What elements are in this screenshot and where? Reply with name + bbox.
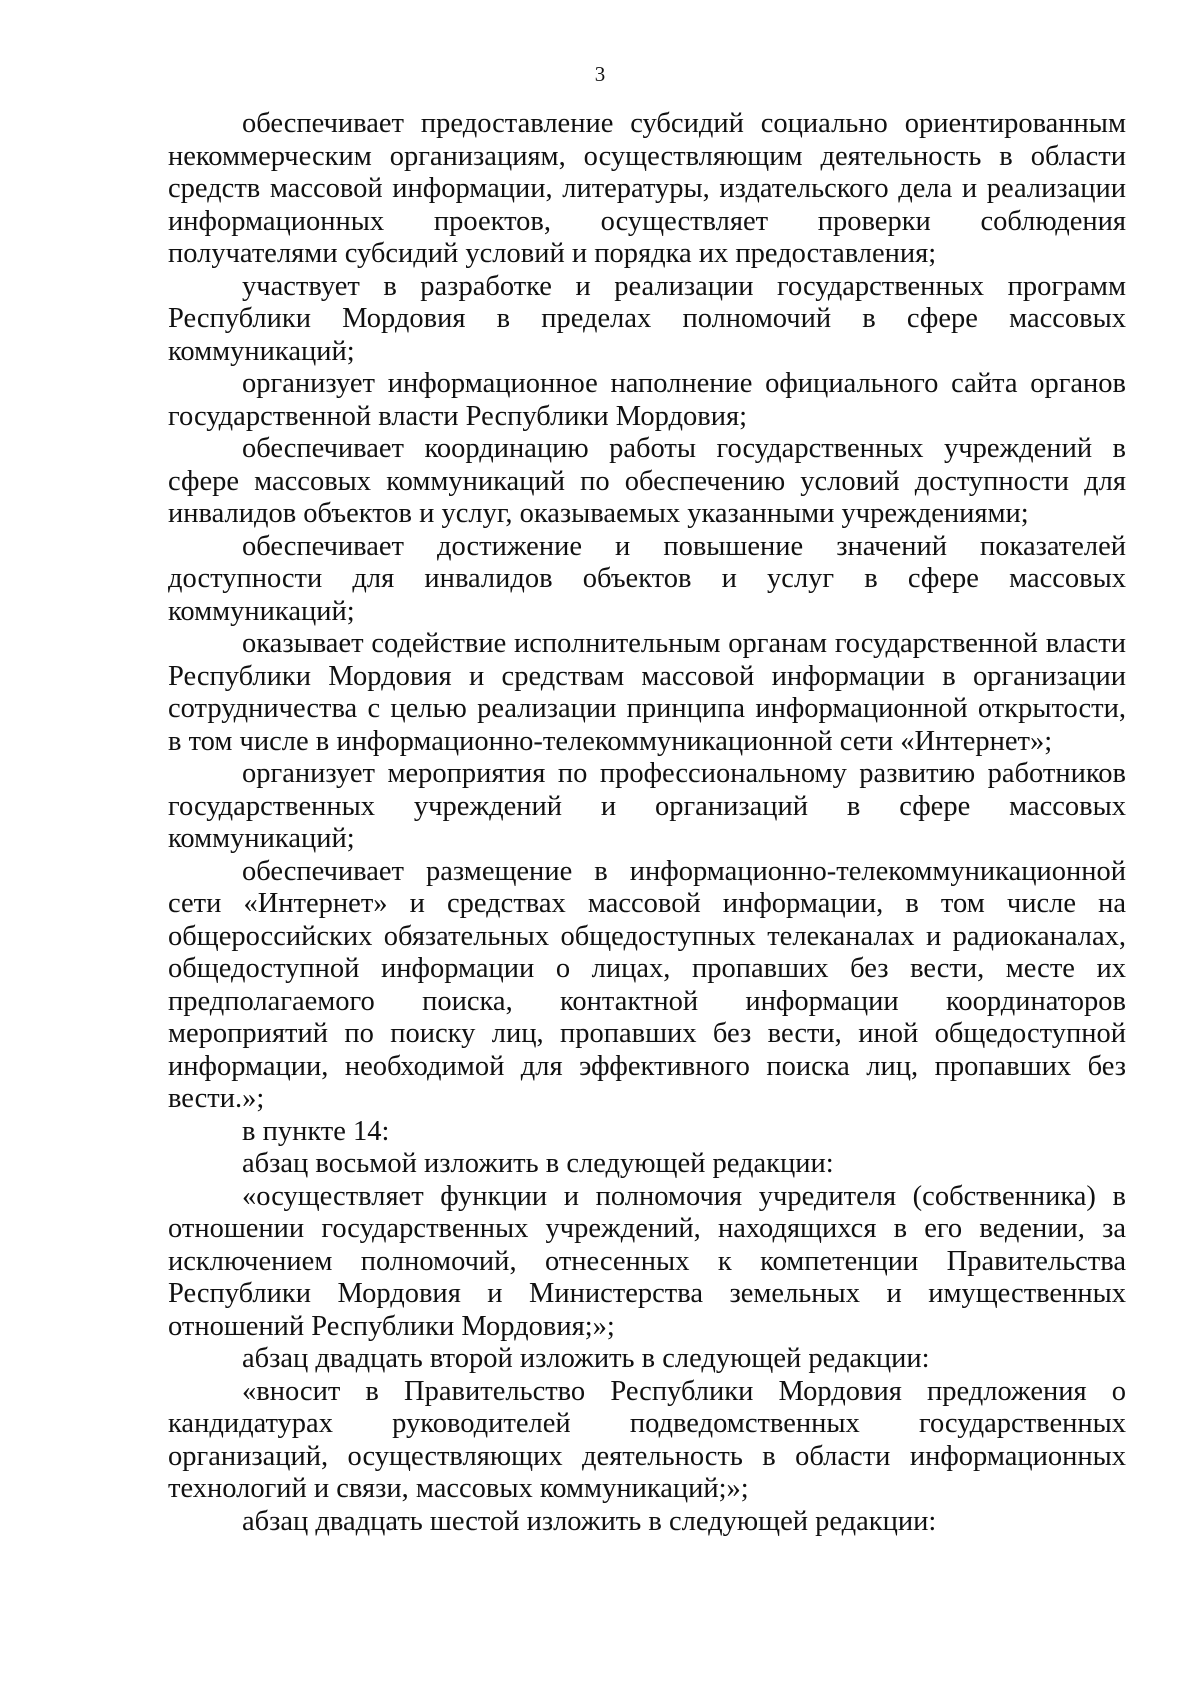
paragraph-clause-14: в пункте 14: xyxy=(242,1115,390,1147)
paragraph-subsidies: обеспечивает предоставление субсидий социально ориентированным некоммерческим организациям, осуществляющим деятельность в области средств массовой информации, литературы, издательского дела и реализации информационных проектов, осуществляет проверки соблюдения получателями субсидий условий и порядка их предоставления; xyxy=(168,108,1126,269)
paragraph-founder-functions: «осуществляет функции и полномочия учредителя (собственника) в отношении государственных учреждений, находящихся в его ведении, за исключением полномочий, отнесенных к компетенции Правительства Республики Мордовия и Министерства земельных и имущественных отношений Республики Мордовия;»; xyxy=(168,1180,1126,1342)
paragraph-amend-twenty-second: абзац двадцать второй изложить в следующей редакции: xyxy=(242,1343,930,1374)
paragraph-accessibility-coordination: обеспечивает координацию работы государственных учреждений в сфере массовых коммуникаций по обеспечению условий доступности для инвалидов объектов и услуг, оказываемых указанными учреждениями; xyxy=(168,433,1126,529)
page-number: 3 xyxy=(594,62,606,86)
paragraph-amend-twenty-sixth: абзац двадцать шестой изложить в следующей редакции: xyxy=(242,1505,937,1537)
paragraph-amend-eighth: абзац восьмой изложить в следующей редакции: xyxy=(242,1148,834,1179)
paragraph-missing-persons-info: обеспечивает размещение в информационно-телекоммуникационной сети «Интернет» и средствах массовой информации, в том числе на общероссийских обязательных общедоступных телеканалах и радиоканалах, общедоступной информации о лицах, пропавших без вести, месте их предполагаемого поиска, контактной информации координаторов мероприятий по поиску лиц, пропавших без вести, иной общедоступной информации, необходимой для эффективного поиска лиц, пропавших без вести.»; xyxy=(168,855,1126,1114)
paragraph-professional-development: организует мероприятия по профессиональному развитию работников государственных учреждений и организаций в сфере массовых коммуникаций; xyxy=(168,758,1126,854)
paragraph-state-programs: участвует в разработке и реализации государственных программ Республики Мордовия в пределах полномочий в сфере массовых коммуникаций; xyxy=(168,270,1126,367)
document-body xyxy=(168,108,1126,1538)
paragraph-media-cooperation: оказывает содействие исполнительным органам государственной власти Республики Мордовия и средствам массовой информации в организации сотрудничества с целью реализации принципа информационной открытости, в том числе в информационно-телекоммуникационной сети «Интернет»; xyxy=(168,628,1126,757)
paragraph-official-website: организует информационное наполнение официального сайта органов государственной власти Республики Мордовия; xyxy=(168,368,1126,432)
paragraph-accessibility-indicators: обеспечивает достижение и повышение значений показателей доступности для инвалидов объектов и услуг в сфере массовых коммуникаций; xyxy=(168,530,1126,627)
paragraph-candidates-proposal: «вносит в Правительство Республики Мордовия предложения о кандидатурах руководителей подведомственных государственных организаций, осуществляющих деятельность в области информационных технологий и связи, массовых коммуникаций;»; xyxy=(168,1375,1126,1504)
